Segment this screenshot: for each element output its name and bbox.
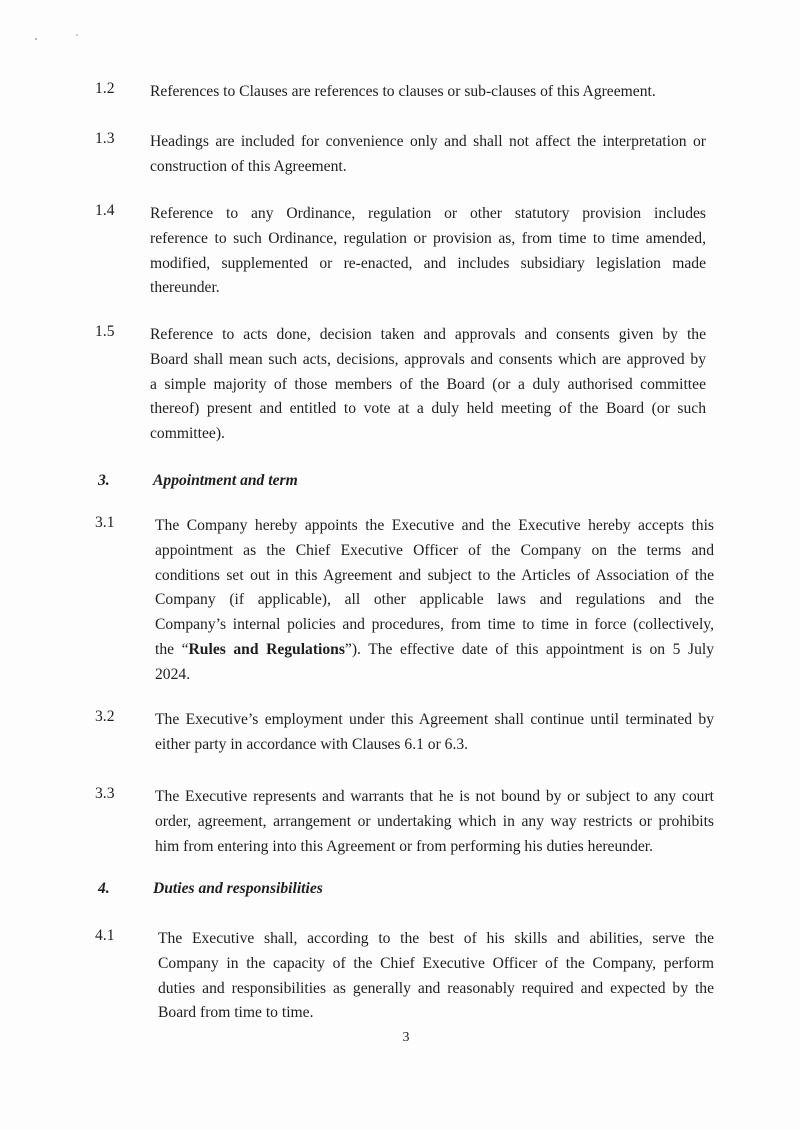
- text-line: him from entering into this Agreement or from performing his duties hereunder.: [155, 837, 654, 855]
- section-title: Appointment and term: [153, 472, 298, 489]
- clause-number: 3.2: [95, 708, 115, 725]
- section-number: 3.: [98, 472, 110, 489]
- text-line: construction of this Agreement.: [150, 157, 347, 175]
- clause-text: [150, 202, 706, 301]
- clause-number: 4.1: [95, 927, 115, 944]
- clause-text: [158, 927, 714, 1026]
- text-line: References to Clauses are references to clauses or sub-clauses of this Agreement.: [150, 83, 656, 100]
- text-line: order, agreement, arrangement or undertaking which in any way restricts or prohibits: [155, 812, 714, 830]
- scan-speck: [76, 34, 78, 36]
- defined-term: Rules and Regulations: [188, 640, 345, 658]
- text-line: [155, 638, 714, 663]
- text-line: The Executive’s employment under this Agreement shall continue until terminated by: [155, 711, 714, 728]
- text-line: Reference to any Ordinance, regulation or other statutory provision includes: [150, 205, 706, 222]
- text-line: thereunder.: [150, 279, 220, 297]
- text-line: duties and responsibilities as generally and reasonably required and expected by the: [158, 979, 714, 997]
- clause-number: 1.2: [95, 80, 115, 97]
- clause-text: [150, 80, 706, 105]
- clause-number: 1.4: [95, 202, 115, 219]
- text-line: Headings are included for convenience only and shall not affect the interpretation or: [150, 133, 706, 150]
- text-line: thereof) present and entitled to vote at a duly held meeting of the Board (or such: [150, 400, 706, 418]
- text-line: Board from time to time.: [158, 1004, 314, 1022]
- text-line: 2024.: [155, 665, 191, 683]
- text-line: modified, supplemented or re-enacted, and includes subsidiary legislation made: [150, 254, 706, 272]
- clause-number: 3.1: [95, 514, 115, 531]
- text-line: Company (if applicable), all other applicable laws and regulations and the: [155, 591, 714, 609]
- text-line: committee).: [150, 425, 225, 443]
- text-line: conditions set out in this Agreement and subject to the Articles of Association of the: [155, 566, 714, 584]
- text-line: appointment as the Chief Executive Officer of the Company on the terms and: [155, 541, 714, 559]
- text-line: reference to such Ordinance, regulation or provision as, from time to time amended,: [150, 229, 706, 247]
- text-line: Company in the capacity of the Chief Executive Officer of the Company, perform: [158, 954, 714, 972]
- text-line: The Executive shall, according to the best of his skills and abilities, serve the: [158, 930, 714, 947]
- text-line: Reference to acts done, decision taken and approvals and consents given by the: [150, 326, 706, 343]
- text-line: The Company hereby appoints the Executive and the Executive hereby accepts this: [155, 517, 714, 534]
- clause-text: [155, 708, 714, 758]
- clause-text: [150, 323, 706, 447]
- text-segment: ”). The effective date of this appointment is on 5 July: [344, 640, 714, 658]
- clause-text: [155, 514, 714, 688]
- text-line: Company’s internal policies and procedures, from time to time in force (collectively,: [155, 616, 714, 634]
- clause-text: [150, 130, 706, 180]
- text-line: either party in accordance with Clauses 6.1 or 6.3.: [155, 735, 469, 753]
- clause-number: 1.5: [95, 323, 115, 340]
- scan-speck: [35, 38, 37, 40]
- clause-number: 1.3: [95, 130, 115, 147]
- page-number: 3: [402, 1030, 410, 1045]
- text-line: Board shall mean such acts, decisions, approvals and consents which are approved by: [150, 350, 706, 368]
- text-line: a simple majority of those members of the Board (or a duly authorised committee: [150, 375, 706, 393]
- text-line: The Executive represents and warrants that he is not bound by or subject to any court: [155, 788, 714, 805]
- clause-text: [155, 785, 714, 859]
- section-number: 4.: [98, 880, 110, 897]
- section-title: Duties and responsibilities: [153, 880, 323, 897]
- text-segment: the “: [155, 640, 189, 658]
- clause-number: 3.3: [95, 785, 115, 802]
